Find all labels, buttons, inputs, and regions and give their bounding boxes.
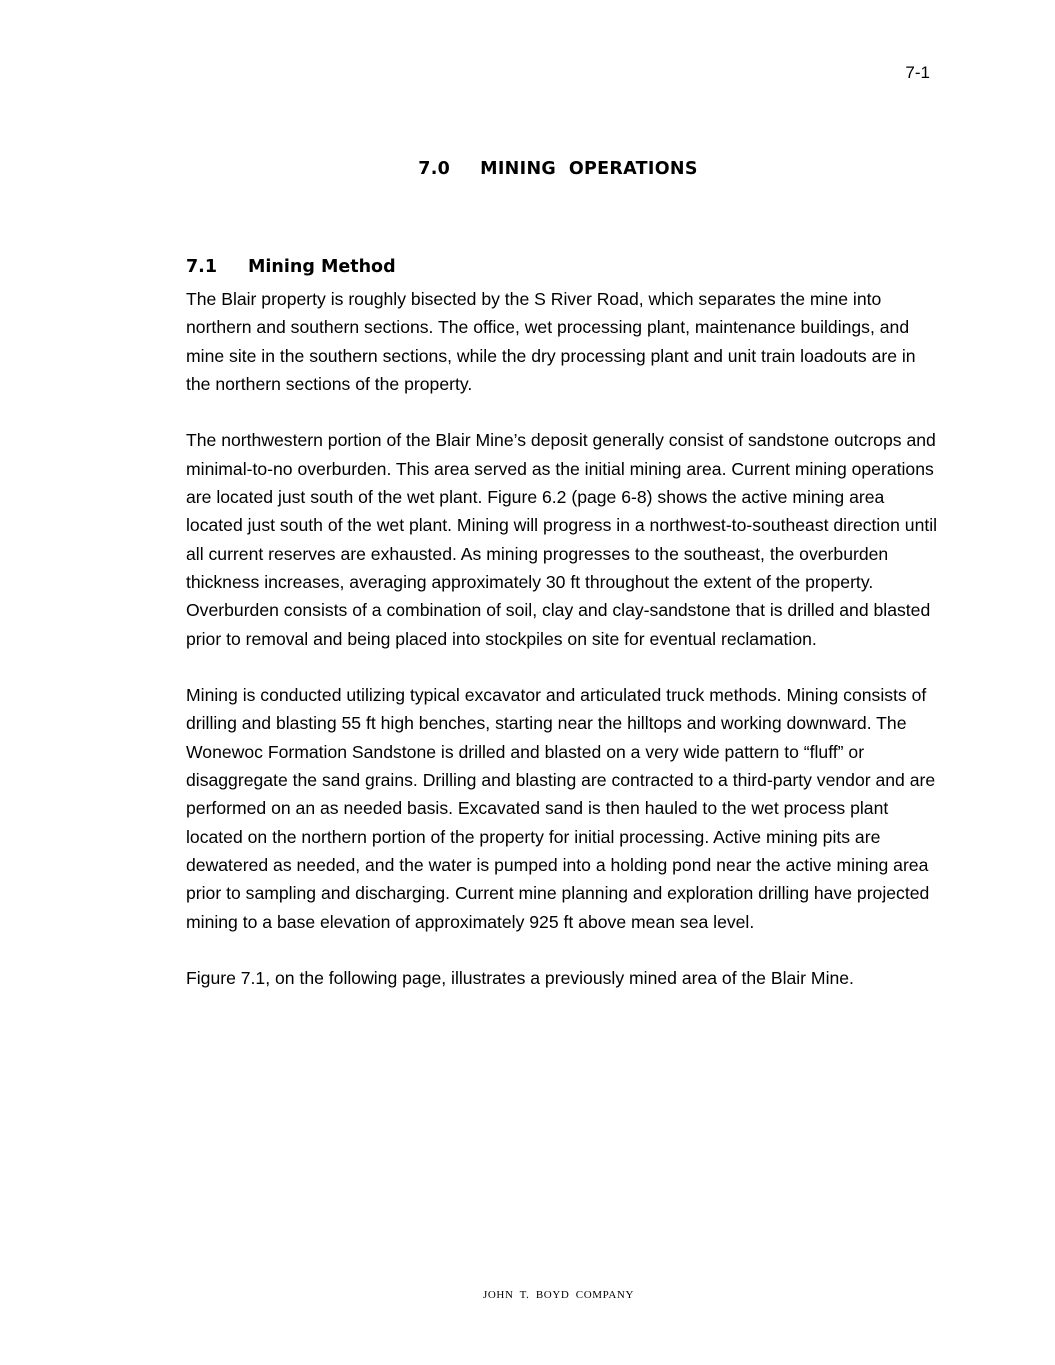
paragraph-2: The northwestern portion of the Blair Mine’s deposit generally consist of sandstone outcrops and minimal-to-no overburden. This area served as the initial mining area. Current mining operations are located just south of the wet plant. Figure 6.2 (page 6-8) shows the active mining area located just south of the wet plant. Mining will progress in a northwest-to-southeast direction until all current reserves are exhausted. As mining progresses to the southeast, the overburden thickness increases, averaging approximately 30 ft throughout the extent of the property. Overburden consists of a combination of soil, clay and clay-sandstone that is drilled and blasted prior to removal and being placed into stockpiles on site for eventual reclamation. [186,430,938,649]
section-heading [186,256,396,278]
chapter-number: 7.0 [418,159,451,179]
chapter-heading [0,158,1055,180]
footer-company-name: JOHN T. BOYD COMPANY [483,1289,634,1301]
section-number: 7.1 [186,257,218,277]
body-text [186,285,938,1021]
paragraph-4: Figure 7.1, on the following page, illustrates a previously mined area of the Blair Mine. [186,968,854,989]
chapter-title: MINING OPERATIONS [480,159,698,179]
section-title: Mining Method [248,257,396,277]
paragraph-1: The Blair property is roughly bisected by the S River Road, which separates the mine into northern and southern sections. The office, wet processing plant, maintenance buildings, and mine site in the southern sections, while the dry processing plant and unit train loadouts are in the northern sections of the property. [186,289,916,394]
paragraph-3: Mining is conducted utilizing typical excavator and articulated truck methods. Mining consists of drilling and blasting 55 ft high benches, starting near the hilltops and working downward. The Wonewoc Formation Sandstone is drilled and blasted on a very wide pattern to “fluff” or disaggregate the sand grains. Drilling and blasting are contracted to a third-party vendor and are performed on an as needed basis. Excavated sand is then hauled to the wet process plant located on the northern portion of the property for initial processing. Active mining pits are dewatered as needed, and the water is pumped into a holding pond near the active mining area prior to sampling and discharging. Current mine planning and exploration drilling have projected mining to a base elevation of approximately 925 ft above mean sea level. [186,685,936,932]
page-number: 7-1 [905,63,930,82]
